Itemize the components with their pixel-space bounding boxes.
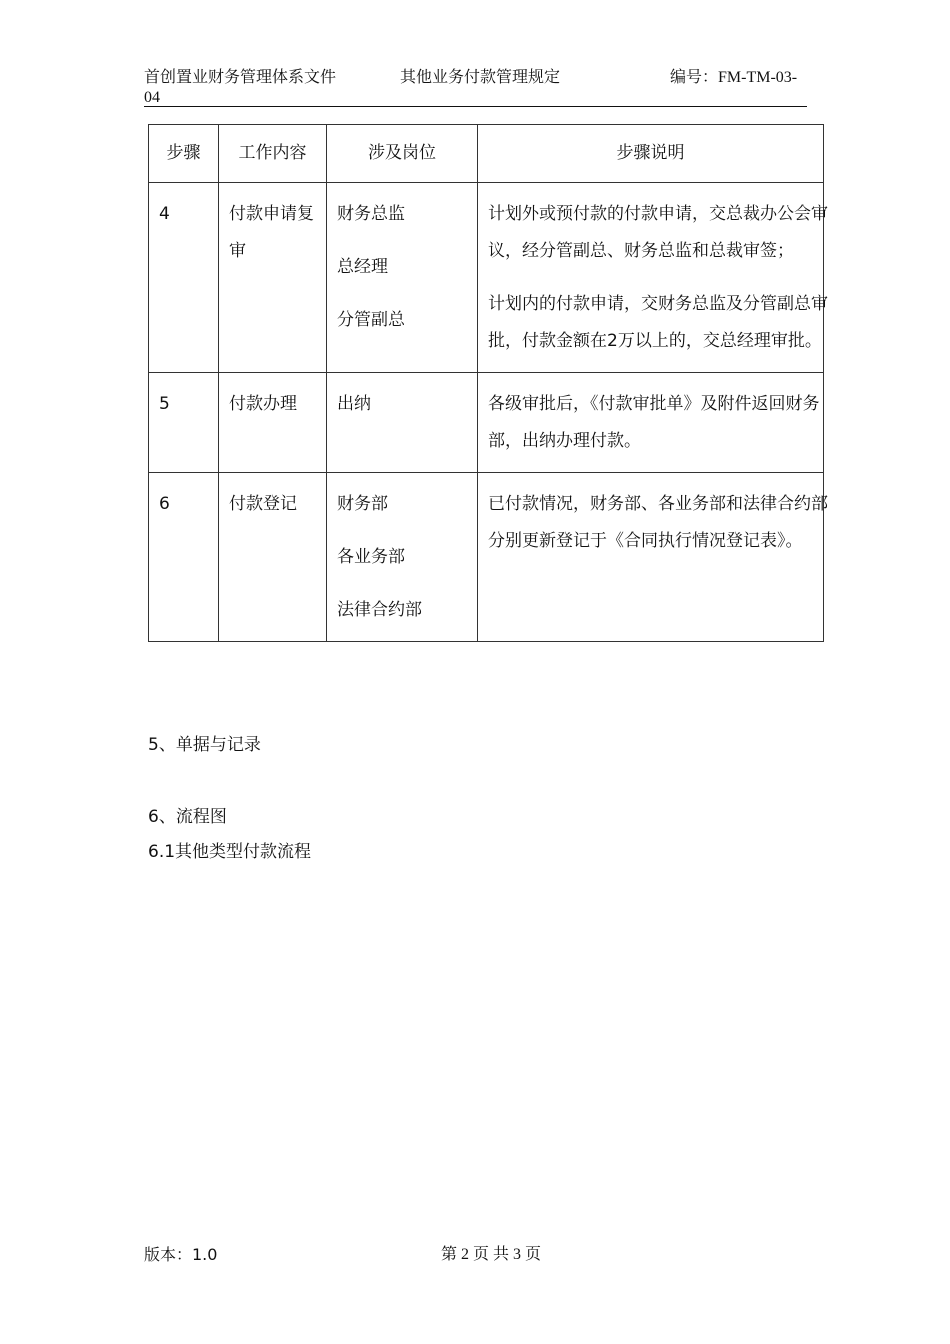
subsection-other-payment-flow: 6.1其他类型付款流程 — [148, 842, 312, 862]
header-doc-code-cont: 04 — [144, 89, 160, 106]
header-divider — [144, 106, 807, 107]
footer-version: 版本：1.0 — [144, 1245, 218, 1264]
position-item: 财务部 — [337, 494, 388, 514]
work-content: 付款申请复审 — [229, 204, 314, 261]
col-header-description: 步骤说明 — [478, 125, 824, 183]
description-paragraph: 计划外或预付款的付款申请，交总裁办公会审议，经分管副总、财务总监和总裁审签； — [488, 204, 828, 261]
description-paragraph: 已付款情况，财务部、各业务部和法律合约部分别更新登记于《合同执行情况登记表》。 — [488, 494, 828, 551]
section-documents-records: 5、单据与记录 — [148, 735, 261, 755]
description-cell — [478, 183, 828, 373]
steps-table — [148, 124, 828, 642]
positions-cell — [327, 373, 478, 473]
footer-page-number: 第 2 页 共 3 页 — [441, 1246, 542, 1263]
step-number: 6 — [159, 494, 170, 514]
header-doc-title: 其他业务付款管理规定 — [400, 69, 561, 86]
col-header-work: 工作内容 — [219, 125, 327, 183]
work-cell — [219, 183, 327, 373]
step-cell — [149, 183, 219, 373]
table-row — [149, 373, 824, 473]
work-cell — [219, 473, 327, 642]
work-content: 付款登记 — [229, 494, 297, 514]
work-content: 付款办理 — [229, 394, 297, 414]
col-header-step: 步骤 — [149, 125, 219, 183]
header-doc-code: 编号：FM-TM-03- — [670, 69, 798, 86]
step-number: 5 — [159, 394, 170, 414]
table-header-row — [149, 125, 824, 183]
position-item: 总经理 — [337, 257, 388, 277]
positions-cell — [327, 183, 478, 373]
position-item: 法律合约部 — [337, 600, 422, 620]
table-row — [149, 473, 824, 642]
description-cell — [478, 473, 828, 642]
step-cell — [149, 373, 219, 473]
description-paragraph: 各级审批后，《付款审批单》及附件返回财务部，出纳办理付款。 — [488, 394, 820, 451]
description-cell — [478, 373, 824, 473]
section-flowchart: 6、流程图 — [148, 807, 227, 827]
step-number: 4 — [159, 204, 170, 224]
work-cell — [219, 373, 327, 473]
position-item: 各业务部 — [337, 547, 405, 567]
header-company-doc: 首创置业财务管理体系文件 — [144, 69, 337, 86]
positions-cell — [327, 473, 478, 642]
col-header-positions: 涉及岗位 — [327, 125, 478, 183]
description-paragraph: 计划内的付款申请，交财务总监及分管副总审批，付款金额在2万以上的，交总经理审批。 — [488, 294, 828, 351]
position-item: 分管副总 — [337, 310, 405, 330]
position-item: 出纳 — [337, 394, 371, 414]
position-item: 财务总监 — [337, 204, 405, 224]
table-row — [149, 183, 824, 373]
step-cell — [149, 473, 219, 642]
